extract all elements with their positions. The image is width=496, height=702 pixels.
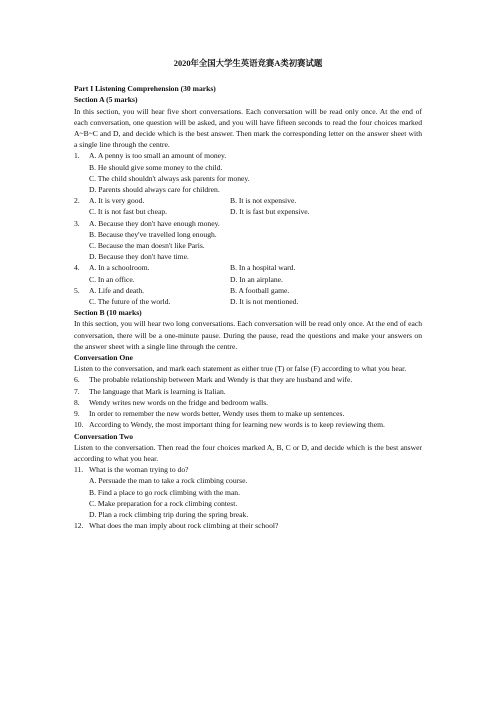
conversation-one-heading: Conversation One bbox=[74, 353, 133, 363]
question-10 bbox=[74, 419, 422, 430]
option-d: D. In an airplane. bbox=[230, 274, 283, 284]
option-b: B. A football game. bbox=[230, 285, 290, 295]
section-b-heading: Section B (10 marks) bbox=[74, 308, 142, 318]
question-1 bbox=[74, 150, 422, 161]
question-11 bbox=[74, 464, 422, 475]
question-number: 9. bbox=[74, 409, 80, 419]
question-text: The probable relationship between Mark and Wendy is that they are husband and wife. bbox=[89, 375, 353, 385]
question-5 bbox=[74, 285, 422, 296]
question-number: 12. bbox=[74, 521, 84, 531]
question-number: 10. bbox=[74, 420, 84, 430]
question-number: 6. bbox=[74, 375, 80, 385]
section-b-instructions: In this section, you will hear two long conversations. Each conversation will be read only once. At the end of each conversation, there will be a one-minute pause. During the pause, read the questions and make your answers on the answer sheet with a single line through the centre. bbox=[74, 319, 422, 351]
options-row bbox=[74, 274, 422, 285]
option-a: A. Persuade the man to take a rock climbing course. bbox=[89, 476, 248, 486]
conversation-two-instructions: Listen to the conversation. Then read the four choices marked A, B, C or D, and decide which is the best answer according to what you hear. bbox=[74, 442, 422, 463]
question-12 bbox=[74, 520, 422, 531]
exam-page bbox=[74, 58, 422, 531]
question-text: The language that Mark is learning is Italian. bbox=[89, 386, 226, 396]
option-d: D. It is fast but expensive. bbox=[230, 207, 310, 217]
question-4 bbox=[74, 262, 422, 273]
option-d: D. Plan a rock climbing trip during the spring break. bbox=[89, 509, 249, 519]
option-c: C. Because the man doesn't like Paris. bbox=[89, 241, 205, 251]
option-c: C. In an office. bbox=[89, 274, 135, 284]
question-9 bbox=[74, 408, 422, 419]
option-d: D. It is not mentioned. bbox=[230, 297, 299, 307]
question-8 bbox=[74, 397, 422, 408]
option-d: D. Parents should always care for children. bbox=[89, 185, 220, 195]
conversation-two-heading: Conversation Two bbox=[74, 431, 133, 441]
question-number: 4. bbox=[74, 263, 80, 273]
option-c: C. It is not fast but cheap. bbox=[89, 207, 168, 217]
option-c: C. The child shouldn't always ask parents for money. bbox=[89, 173, 250, 183]
question-text: Wendy writes new words on the fridge and bedroom walls. bbox=[89, 397, 269, 407]
part-heading: Part I Listening Comprehension (30 marks) bbox=[74, 84, 216, 94]
question-number: 7. bbox=[74, 386, 80, 396]
option-a: A. Because they don't have enough money. bbox=[89, 218, 220, 228]
question-2 bbox=[74, 195, 422, 206]
option-c: C. The future of the world. bbox=[89, 297, 171, 307]
section-a-instructions: In this section, you will hear five short conversations. Each conversation will be read only once. At the end of each conversation, one question will be asked, and you will have fifteen seconds to read the four choices marked A~B~C and D, and decide which is the best answer. Then mark the corresponding letter on the answer sheet with a single line through the centre. bbox=[74, 106, 422, 150]
option-c: C. Make preparation for a rock climbing contest. bbox=[89, 498, 238, 508]
option-d: D. Because they don't have time. bbox=[89, 252, 189, 262]
question-number: 11. bbox=[74, 465, 84, 475]
option-b: B. In a hospital ward. bbox=[230, 263, 296, 273]
question-number: 3. bbox=[74, 218, 80, 228]
question-3 bbox=[74, 218, 422, 229]
option-b: B. He should give some money to the child. bbox=[89, 162, 223, 172]
question-number: 2. bbox=[74, 196, 80, 206]
option-a: A. A penny is too small an amount of money. bbox=[89, 151, 227, 161]
question-text: What is the woman trying to do? bbox=[89, 465, 189, 475]
question-7 bbox=[74, 386, 422, 397]
section-a-heading: Section A (5 marks) bbox=[74, 95, 138, 105]
option-b: B. It is not expensive. bbox=[230, 196, 297, 206]
question-text: In order to remember the new words better, Wendy uses them to make up sentences. bbox=[89, 409, 345, 419]
options-row bbox=[74, 296, 422, 307]
option-a: A. It is very good. bbox=[89, 196, 145, 206]
conversation-one-instructions: Listen to the conversation, and mark each statement as either true (T) or false (F) according to what you hear. bbox=[74, 364, 407, 374]
question-6 bbox=[74, 374, 422, 385]
question-number: 1. bbox=[74, 151, 80, 161]
option-b: B. Because they've travelled long enough. bbox=[89, 229, 217, 239]
option-a: A. In a schoolroom. bbox=[89, 263, 150, 273]
question-text: What does the man imply about rock climbing at their school? bbox=[89, 521, 279, 531]
exam-title: 2020年全国大学生英语竞赛A类初赛试题 bbox=[173, 59, 323, 68]
question-number: 5. bbox=[74, 285, 80, 295]
option-b: B. Find a place to go rock climbing with the man. bbox=[89, 487, 241, 497]
options-row bbox=[74, 206, 422, 217]
question-number: 8. bbox=[74, 397, 80, 407]
question-text: According to Wendy, the most important thing for learning new words is to keep reviewing them. bbox=[89, 420, 385, 430]
option-a: A. Life and death. bbox=[89, 285, 145, 295]
